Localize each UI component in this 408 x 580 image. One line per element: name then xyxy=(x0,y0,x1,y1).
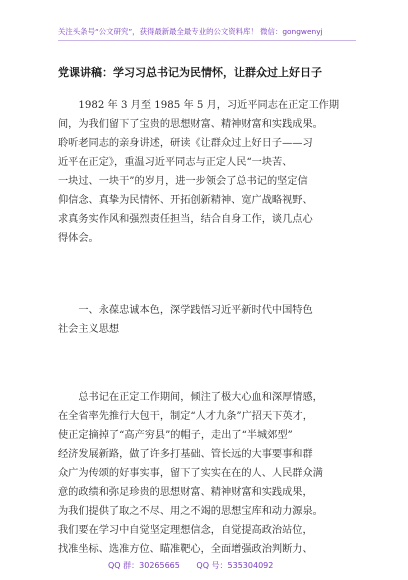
paragraph-line: 得体会。 xyxy=(58,233,99,244)
footer-qq-number: QQ 号：535304092 xyxy=(196,561,274,570)
heading-line: 社会主义思想 xyxy=(58,324,120,335)
paragraph-body xyxy=(58,388,350,559)
paragraph-line: 我们要在学习中自觉坚定理想信念，自觉提高政治站位， xyxy=(58,525,313,536)
paragraph-line: 为我们提供了取之不尽、用之不竭的思想宝库和动力源泉。 xyxy=(58,506,323,517)
paragraph-line: 求真务实作风和强烈责任担当，结合自身工作，谈几点心 xyxy=(58,214,313,225)
paragraph-intro xyxy=(58,96,350,248)
paragraph-line: 仰信念、真挚为民情怀、开拓创新精神、宽广战略视野、 xyxy=(58,195,313,206)
paragraph-line: 众广为传颂的好事实事，留下了实实在在的人、人民群众满 xyxy=(58,468,323,479)
paragraph-line: 找准坐标、选准方位、瞄准靶心，全面增强政治判断力、 xyxy=(58,544,313,555)
footer-contact xyxy=(108,560,308,571)
paragraph-line: 一块过、一块干”的岁月，进一步领会了总书记的坚定信 xyxy=(58,176,308,187)
paragraph-line: 1982 年 3 月至 1985 年 5 月，习近平同志在正定工作期 xyxy=(58,100,340,111)
document-title: 党课讲稿：学习习总书记为民情怀，让群众过上好日子 xyxy=(58,66,322,79)
paragraph-line: 使正定摘掉了“高产穷县”的帽子，走出了“半城郊型” xyxy=(58,430,293,441)
paragraph-line: 经济发展新路，做了许多打基础、管长远的大事要事和群 xyxy=(58,449,313,460)
footer-qq-group: QQ 群：30265665 xyxy=(108,561,180,570)
heading-line: 一、永葆忠诚本色，深学践悟习近平新时代中国特色 xyxy=(58,305,313,316)
section-heading xyxy=(58,301,350,339)
header-notice: 关注头条号“公文研究”，获得最新最全最专业的公文资料库！ 微信：gongwenyj xyxy=(58,27,323,36)
paragraph-line: 意的政绩和弥足珍贵的思想财富、精神财富和实践成果， xyxy=(58,487,313,498)
paragraph-line: 近平在正定》，重温习近平同志与正定人民“一块苦、 xyxy=(58,157,293,168)
paragraph-line: 间，为我们留下了宝贵的思想财富、精神财富和实践成果。 xyxy=(58,119,323,130)
paragraph-line: 总书记在正定工作期间，倾注了极大心血和深厚情感， xyxy=(58,392,323,403)
paragraph-line: 在全省率先推行大包干，制定“人才九条”广招天下英才， xyxy=(58,411,313,422)
paragraph-line: 聆听老同志的亲身讲述，研读《让群众过上好日子——习 xyxy=(58,138,313,149)
header-divider xyxy=(58,40,356,41)
